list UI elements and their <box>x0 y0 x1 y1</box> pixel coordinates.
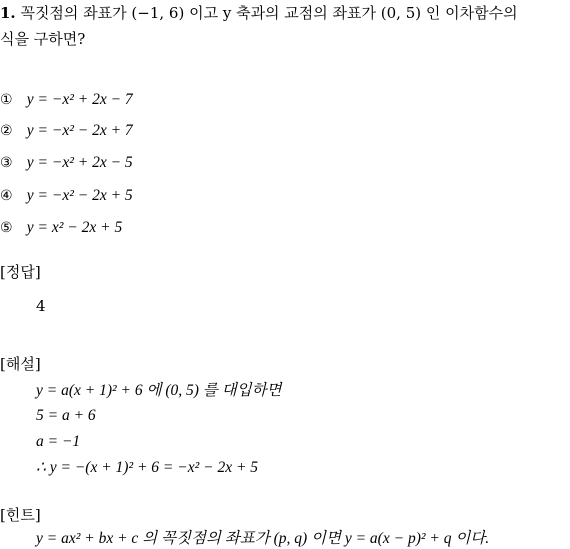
question-text-line-2: 식을 구하면? <box>0 30 86 48</box>
explanation-line-2: 5 = a + 6 <box>36 407 96 424</box>
explanation-line-1: y = a(x + 1)² + 6 에 (0, 5) 를 대입하면 <box>36 382 282 399</box>
choice-4-mark: ④ <box>0 188 13 204</box>
choice-4[interactable] <box>0 185 133 206</box>
choice-2[interactable] <box>0 120 133 141</box>
answer-header: [정답] <box>0 263 41 281</box>
choice-4-expr: y = −x² − 2x + 5 <box>26 187 133 204</box>
choice-5-mark: ⑤ <box>0 220 13 236</box>
answer-value: 4 <box>36 297 46 315</box>
choice-5[interactable] <box>0 217 122 238</box>
question-line-1 <box>0 3 518 23</box>
question-number: 1. <box>0 4 16 22</box>
choice-3-mark: ③ <box>0 155 13 171</box>
choice-5-expr: y = x² − 2x + 5 <box>26 219 123 236</box>
choice-1-mark: ① <box>0 92 13 108</box>
choice-2-expr: y = −x² − 2x + 7 <box>26 122 133 139</box>
choice-3[interactable] <box>0 152 133 173</box>
explanation-line-3: a = −1 <box>36 433 81 450</box>
explanation-line-4: ∴ y = −(x + 1)² + 6 = −x² − 2x + 5 <box>36 459 259 476</box>
choice-1[interactable] <box>0 89 133 110</box>
choice-3-expr: y = −x² + 2x − 5 <box>26 154 133 171</box>
choice-2-mark: ② <box>0 123 13 139</box>
hint-text: y = ax² + bx + c 의 꼭짓점의 좌표가 (p, q) 이면 y = a(x − p)² + q 이다. <box>36 530 490 547</box>
choice-1-expr: y = −x² + 2x − 7 <box>26 91 133 108</box>
explanation-header: [해설] <box>0 355 41 373</box>
question-text-line-1: 꼭짓점의 좌표가 (−1, 6) 이고 y 축과의 교점의 좌표가 (0, 5) 인 이차함수의 <box>20 4 518 22</box>
hint-header: [힌트] <box>0 506 41 524</box>
